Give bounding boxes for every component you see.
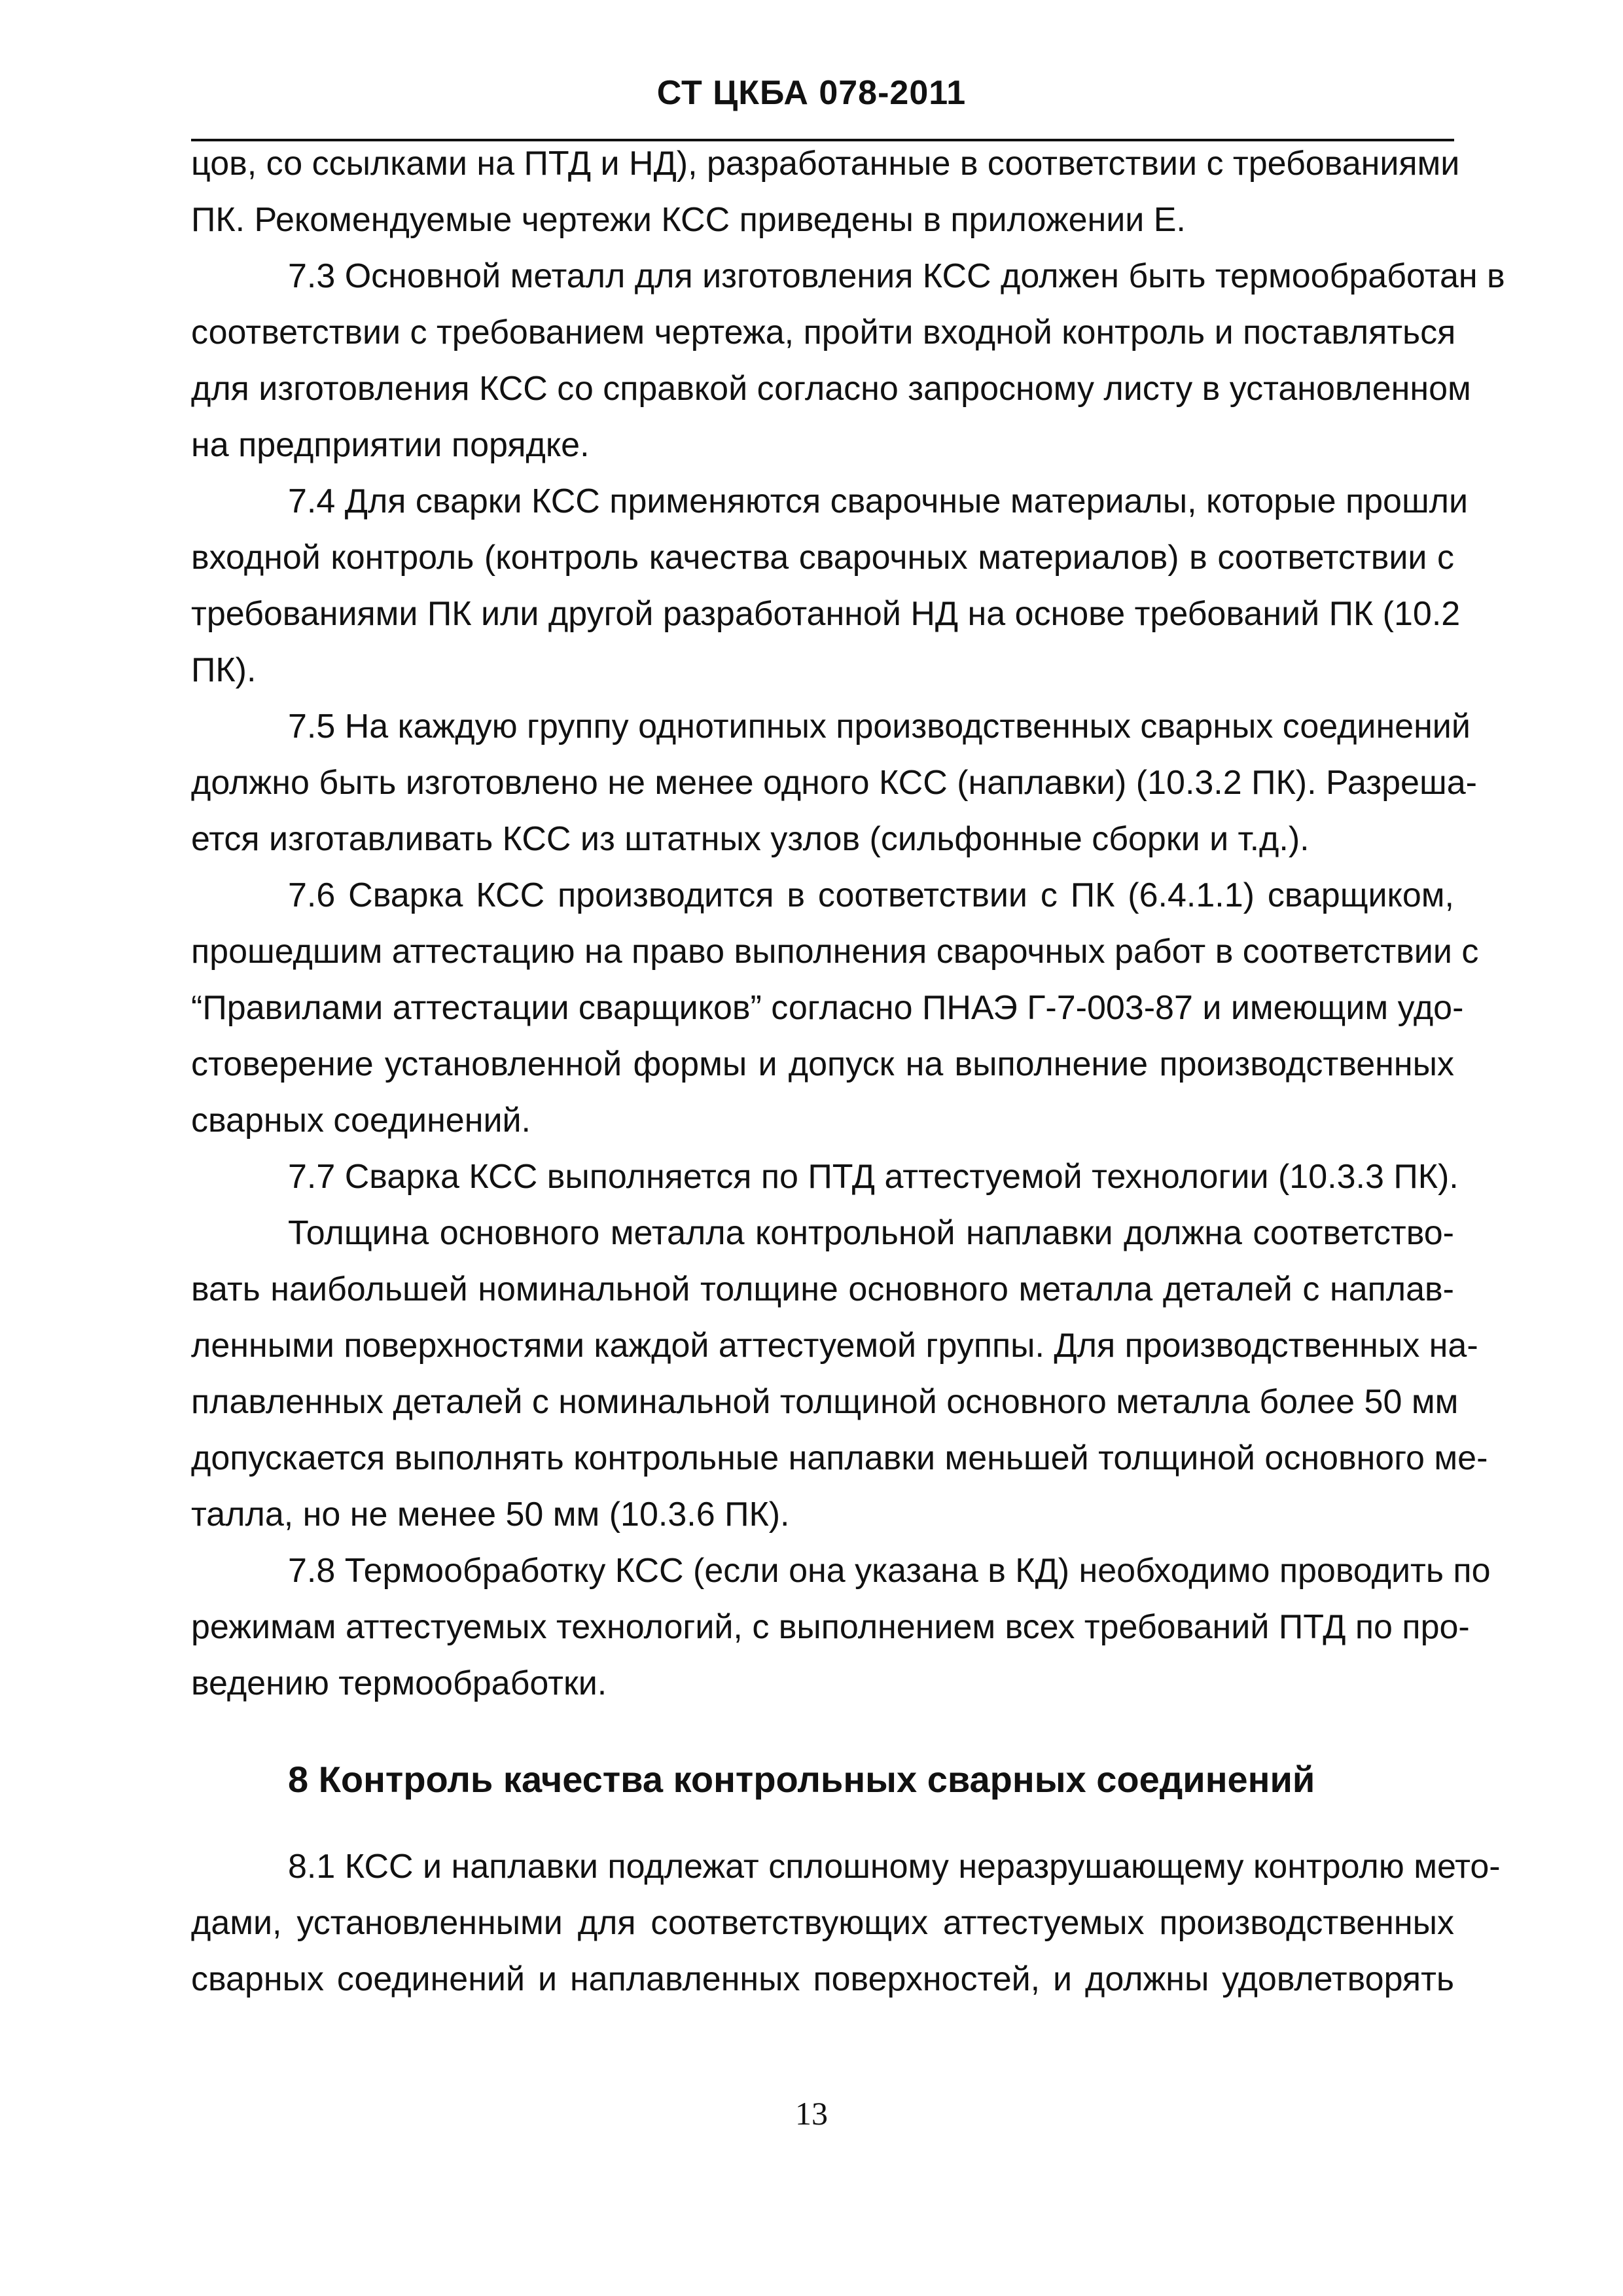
text-line: на предприятии порядке. xyxy=(191,426,590,464)
section-heading: 8 Контроль качества контрольных сварных соединений xyxy=(288,1759,1315,1800)
text-line: плавленных деталей с номинальной толщиной основного металла более 50 мм xyxy=(191,1383,1459,1421)
text-line: ется изготавливать КСС из штатных узлов (сильфонные сборки и т.д.). xyxy=(191,820,1310,858)
page-number: 13 xyxy=(795,2095,828,2132)
paragraph-7-6-line: 7.6 Сварка КСС производится в соответствии с ПК (6.4.1.1) сварщиком, xyxy=(288,876,1454,914)
paragraph-7-3-line: 7.3 Основной металл для изготовления КСС должен быть термообработан в xyxy=(288,257,1505,295)
paragraph-8-1-line: 8.1 КСС и наплавки подлежат сплошному неразрушающему контролю мето- xyxy=(288,1848,1501,1886)
paragraph-7-4-line: 7.4 Для сварки КСС применяются сварочные материалы, которые прошли xyxy=(288,482,1469,520)
text-line: соответствии с требованием чертежа, пройти входной контроль и поставляться xyxy=(191,314,1456,351)
text-line: “Правилами аттестации сварщиков” согласно ПНАЭ Г-7-003-87 и имеющим удо- xyxy=(191,989,1464,1027)
text-line: должно быть изготовлено не менее одного КСС (наплавки) (10.3.2 ПК). Разреша- xyxy=(191,764,1477,802)
text-line: допускается выполнять контрольные наплавки меньшей толщиной основного ме- xyxy=(191,1439,1488,1477)
paragraph-7-5-line: 7.5 На каждую группу однотипных производственных сварных соединений xyxy=(288,708,1471,745)
text-line: вать наибольшей номинальной толщине основного металла деталей с наплав- xyxy=(191,1270,1454,1308)
text-line: режимам аттестуемых технологий, с выполнением всех требований ПТД по про- xyxy=(191,1608,1470,1646)
text-line: талла, но не менее 50 мм (10.3.6 ПК). xyxy=(191,1496,790,1534)
header-rule xyxy=(191,139,1454,141)
text-line: цов, со ссылками на ПТД и НД), разработанные в соответствии с требованиями xyxy=(191,145,1460,183)
text-line: сварных соединений. xyxy=(191,1102,531,1139)
text-line: прошедшим аттестацию на право выполнения сварочных работ в соответствии с xyxy=(191,933,1479,971)
text-line: стоверение установленной формы и допуск на выполнение производственных xyxy=(191,1045,1454,1083)
text-line: для изготовления КСС со справкой согласно запросному листу в установленном xyxy=(191,370,1471,408)
text-line: требованиями ПК или другой разработанной НД на основе требований ПК (10.2 xyxy=(191,595,1461,633)
text-line: ленными поверхностями каждой аттестуемой группы. Для производственных на- xyxy=(191,1327,1478,1365)
text-line: дами, установленными для соответствующих аттестуемых производственных xyxy=(191,1904,1454,1942)
text-line: ведению термообработки. xyxy=(191,1664,607,1702)
text-line: входной контроль (контроль качества сварочных материалов) в соответствии с xyxy=(191,539,1454,577)
text-line: ПК. Рекомендуемые чертежи КСС приведены в приложении Е. xyxy=(191,201,1186,239)
paragraph-thickness-line: Толщина основного металла контрольной наплавки должна соответство- xyxy=(288,1214,1454,1252)
paragraph-7-8-line: 7.8 Термообработку КСС (если она указана в КД) необходимо проводить по xyxy=(288,1552,1491,1590)
text-line: ПК). xyxy=(191,651,257,689)
text-line: сварных соединений и наплавленных поверхностей, и должны удовлетворять xyxy=(191,1960,1454,1998)
document-code-header: СТ ЦКБА 078-2011 xyxy=(656,74,967,112)
paragraph-7-7-line: 7.7 Сварка КСС выполняется по ПТД аттестуемой технологии (10.3.3 ПК). xyxy=(288,1158,1459,1196)
